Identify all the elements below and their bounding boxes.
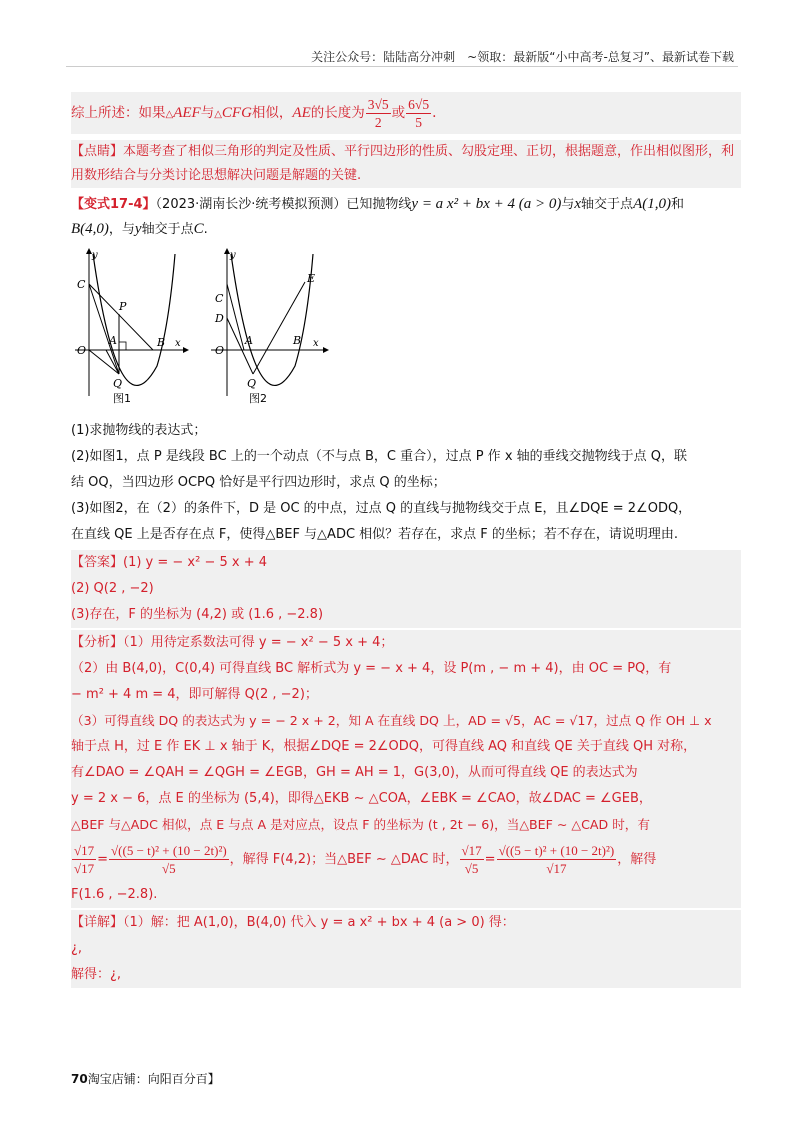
point-b: B(4,0) <box>71 221 109 237</box>
dianjing-note: 【点睛】本题考查了相似三角形的判定及性质、平行四边形的性质、勾股定理、正切，根据题意，作出相似图形，利用数形结合与分类讨论思想解决问题是解题的关键. <box>71 140 741 188</box>
fig2-label-a: A <box>245 334 253 347</box>
variant-source: （2023·湖南长沙·统考模拟预测）已知抛物线 <box>155 197 412 212</box>
questions <box>71 418 741 548</box>
analysis-3c: 有∠DAO = ∠QAH = ∠QGH = ∠EGB，GH = AH = 1，G(3,0)，从而可得直线 QE 的表达式为 <box>71 765 638 780</box>
variant-text: 轴交于点 <box>141 222 194 237</box>
triangle-aef: AEF <box>173 105 201 121</box>
fig2-label-q: Q <box>247 377 257 390</box>
answer-3: (3)存在，F 的坐标为 (4,2) 或 (1.6 , −2.8) <box>71 607 324 622</box>
answer-2: (2) Q(2 , −2) <box>71 581 154 596</box>
solve-1: ，解得 F(4,2)；当△BEF ∼ △DAC 时， <box>229 852 459 867</box>
solve-2: ，解得 <box>617 852 657 867</box>
variant-text: 轴交于点 <box>581 197 634 212</box>
analysis-3b: 轴于点 H，过 E 作 EK ⊥ x 轴于 K，根据∠DQE = 2∠ODQ，可得直线 AQ 和直线 QE 关于直线 QH 对称， <box>71 739 697 754</box>
fig2-label-o: O <box>215 344 225 357</box>
eq1-left: $\frac{√17}{√17}$ <box>74 843 95 876</box>
fig2-label-b: B <box>293 334 302 347</box>
eq2-right: $\frac{\text{√((5 − t)² + (10 − 2t)²)}}{√17}$ <box>498 843 615 876</box>
variant-var: x <box>574 196 582 212</box>
triangle-cfg: CFG <box>221 105 252 121</box>
eq2-left: $\frac{√17}{√5}$ <box>461 843 482 876</box>
variant-var: y <box>134 221 142 237</box>
analysis-2a: （2）由 B(4,0)，C(0,4) 可得直线 BC 解析式为 y = − x + 4，设 P(m , − m + 4)，由 OC = PQ，有 <box>71 661 672 676</box>
variant-tag: 【变式17-4】 <box>71 197 156 212</box>
variant-text: 和 <box>670 197 684 212</box>
analysis-2b: − m² + 4 m = 4，即可解得 Q(2 , −2)； <box>71 687 318 702</box>
analysis-1: 【分析】（1）用待定系数法可得 y = − x² − 5 x + 4； <box>71 635 394 650</box>
analysis-3e: △BEF 与△ADC 相似，点 E 与点 A 是对应点，设点 F 的坐标为 (t , 2t − 6)，当△BEF ∼ △CAD 时，有 <box>71 817 650 832</box>
analysis-3d: y = 2 x − 6，点 E 的坐标为 (5,4)，即得△EKB ∼ △COA，∠EBK = ∠CAO，故∠DAC = ∠GEB， <box>71 791 652 806</box>
question-2-line-2: 结 OQ，当四边形 OCPQ 恰好是平行四边形时，求点 Q 的坐标； <box>71 475 446 490</box>
fig1-label-q: Q <box>113 377 123 390</box>
figure-1 <box>71 246 191 408</box>
analysis-equations: $\frac{√17}{√17}$ = $\frac{\text{√((5 − t)² + (10 − 2t)²)}}{√5}$ ，解得 F(4,2)；当△BEF ∼ △DAC 时， $\frac{√17}{√5}$ = $\frac{\text{√((5 − t)² + (10 − 2t)²)}}{√17}$ ，解得 <box>74 843 657 876</box>
summary-text: 或 <box>391 105 406 121</box>
page-header: 关注公众号：陆陆高分冲刺 ~领取：最新版“小中高考-总复习”、最新试卷下载 <box>311 50 734 64</box>
fig2-caption: 图2 <box>249 392 267 405</box>
fig1-label-a: A <box>109 334 117 347</box>
analysis-3f: F(1.6 , −2.8). <box>71 887 158 902</box>
fig1-label-x: x <box>175 338 181 349</box>
page-footer <box>71 1070 220 1087</box>
summary-text: 与 <box>200 105 215 121</box>
detail-block <box>71 910 741 988</box>
analysis-block <box>71 630 741 908</box>
question-3-line-1: (3)如图2，在（2）的条件下，D 是 OC 的中点，过点 Q 的直线与抛物线交于点 E，且∠DQE = 2∠ODQ， <box>71 501 692 516</box>
figure-2 <box>207 246 337 408</box>
variant-text: . <box>203 222 208 237</box>
fig2-label-x: x <box>313 338 319 349</box>
fig2-label-y: y <box>230 250 236 261</box>
fig1-label-b: B <box>157 336 166 349</box>
analysis-3a: （3）可得直线 DQ 的表达式为 y = − 2 x + 2，知 A 在直线 DQ 上，AD = √5，AC = √17，过点 Q 作 OH ⊥ x <box>71 713 712 728</box>
header-divider <box>66 66 738 67</box>
question-3-line-2: 在直线 QE 上是否存在点 F，使得△BEF 与△ADC 相似？若存在，求点 F 的坐标；若不存在，请说明理由. <box>71 527 679 542</box>
segment-ae: AE <box>292 105 311 121</box>
answer-block <box>71 550 741 628</box>
fig2-label-c: C <box>215 292 224 305</box>
figures <box>71 246 741 408</box>
fig2-label-e: E <box>307 272 316 285</box>
fig1-caption: 图1 <box>113 392 131 405</box>
page-number: 70 <box>71 1072 88 1086</box>
detail-2: ¿, <box>71 941 83 956</box>
fig1-label-p: P <box>119 300 127 313</box>
question-2-line-1: (2)如图1，点 P 是线段 BC 上的一个动点（不与点 B，C 重合），过点 P 作 x 轴的垂线交抛物线于点 Q，联 <box>71 449 688 464</box>
summary-text: 的长度为 <box>310 105 365 121</box>
fig1-label-y: y <box>92 250 98 261</box>
summary-text: . <box>432 105 437 121</box>
detail-1: 【详解】（1）解：把 A(1,0)，B(4,0) 代入 y = a x² + bx + 4 (a > 0) 得： <box>71 915 515 930</box>
parabola-equation: y = a x² + bx + 4 (a > 0) <box>411 196 562 212</box>
fig1-label-c: C <box>77 278 86 291</box>
variant-text: ，与 <box>108 222 135 237</box>
point-a: A(1,0) <box>633 196 671 212</box>
eq1-right: $\frac{\text{√((5 − t)² + (10 − 2t)²)}}{√5}$ <box>111 843 227 876</box>
point-c: C <box>193 221 204 237</box>
shop-name: 淘宝店铺：向阳百分百】 <box>87 1072 220 1086</box>
fraction-2: $\frac{6√5}{5}$ <box>408 97 430 130</box>
fraction-1: $\frac{3√5}{2}$ <box>367 97 389 130</box>
summary-text: 综上所述：如果 <box>71 105 166 121</box>
fig2-label-d: D <box>215 312 224 325</box>
summary-text: 相似， <box>251 105 293 121</box>
variant-problem <box>71 192 741 242</box>
question-1: (1)求抛物线的表达式； <box>71 423 207 438</box>
document-body <box>71 92 741 988</box>
answer-1: 【答案】(1) y = − x² − 5 x + 4 <box>71 555 268 570</box>
variant-text: 与 <box>561 197 575 212</box>
summary-line: 综上所述：如果△AEF与△CFG相似，AE的长度为 $\frac{3√5}{2}$ 或 $\frac{6√5}{5}$ . <box>71 92 741 134</box>
fig1-label-o: O <box>77 344 87 357</box>
detail-3: 解得：¿, <box>71 967 122 982</box>
